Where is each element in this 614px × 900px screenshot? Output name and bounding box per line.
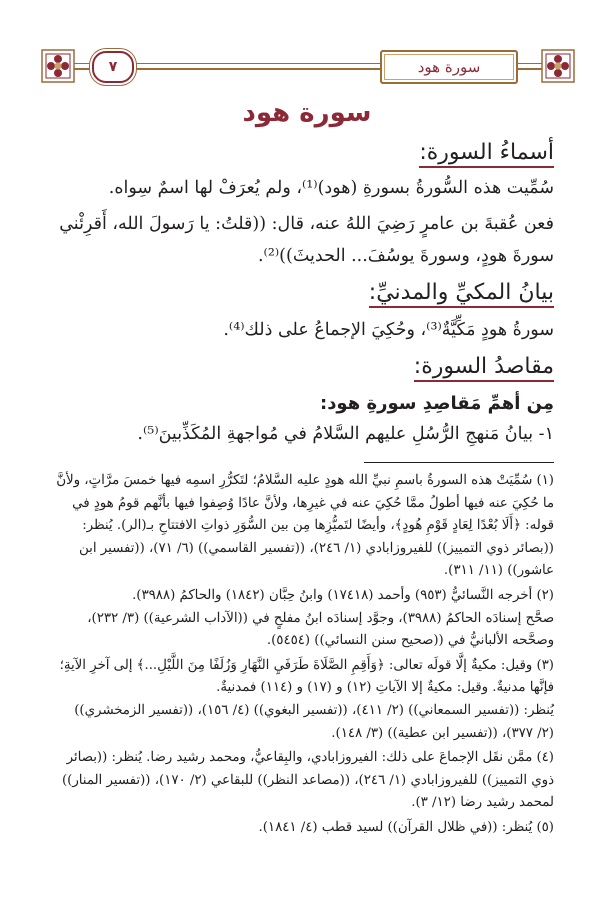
footnote-line: (٣) وقيل: مكيةٌ إلَّا قولَه تعالى: ﴿وَأَقِمِ الصَّلَاةَ طَرَفَيِ النَّهَارِ وَزُلَفًا مِنَ اللَّيْلِ...﴾ إلى آخرِ الآيةِ؛ xyxy=(59,657,554,673)
footnote-line: يُنظر: ((تفسير السمعاني)) (٢/ ٤١١)، ((تفسير البغوي)) (٤/ ١٥٦)، ((تفسير الزمخشري)) xyxy=(74,702,554,718)
section-heading-makki: بيانُ المكيِّ والمدنيِّ: xyxy=(369,280,554,308)
footnote-1 xyxy=(50,470,554,583)
rosette-ornament-icon xyxy=(540,48,576,84)
footnote-3 xyxy=(50,655,554,745)
footnote-divider xyxy=(364,462,554,463)
section-heading-names: أسماءُ السورة: xyxy=(419,140,554,168)
maqasid-subheading: مِن أهمِّ مَقاصِدِ سورةِ هود: xyxy=(320,393,554,414)
footnote-line: عاشور)) (١١/ ٣١١). xyxy=(443,563,554,579)
footnote-5 xyxy=(50,817,554,840)
footnote-line: ما حُكِيَ عنه فيها أطولُ ممَّا حُكِيَ عنه في غيرِها، ولأنَّ عادًا وُصِفوا فيها بأنَّهم قومُ هودٍ في xyxy=(72,495,554,511)
footnote-line: قوله: ﴿أَلَا بُعْدًا لِعَادٍ قَوْمِ هُودٍ﴾، وأيضًا لتَميُّزِها مِن بين السُّوَرِ ذواتِ الافتتاحِ بـ(الر). يُنظر: xyxy=(82,518,554,534)
footnote-line: ((بصائر ذوي التمييز)) للفيروزابادي (١/ ٢٤٦)، ((تفسير القاسمي)) (٦/ ٧١)، ((تفسير ابن xyxy=(79,540,554,556)
footnote-line: (٤) ممَّن نقَل الإجماعَ على ذلك: الفيروزابادي، والبِقاعيُّ، ومحمد رشيد رضا. يُنظر: ((بصائر xyxy=(66,750,554,766)
footnotes xyxy=(50,470,554,842)
footnote-line: (٢) أخرجه النَّسائيُّ (٩٥٣) وأحمد (١٧٤١٨) وابنُ حِبَّان (١٨٤٢) والحاكمُ (٣٩٨٨). xyxy=(132,587,554,603)
hadith-line-2: سورةَ هودٍ، وسورةَ يوسُفَ... الحديثَ))⁽²⁾. xyxy=(257,246,554,266)
running-title: سورة هود xyxy=(380,50,518,84)
hadith-line-1: فعن عُقبةَ بن عامرٍ رَضِيَ اللهُ عنه، قال: ((قلتُ: يا رَسولَ الله، أَقرِئْني xyxy=(59,214,554,234)
maqasid-item-1: ١- بيانُ مَنهجِ الرُّسُلِ عليهم السَّلامُ في مُواجهةِ المُكَذِّبينَ⁽⁵⁾. xyxy=(137,424,554,444)
footnote-line: (٥) يُنظر: ((في ظلال القرآن)) لسيد قطب (٤/ ١٨٤١). xyxy=(258,819,554,835)
footnote-4 xyxy=(50,747,554,815)
section-heading-maqasid: مقاصدُ السورة: xyxy=(414,354,554,382)
footnote-2 xyxy=(50,585,554,653)
page-number: ٧ xyxy=(92,51,134,83)
footnote-line: وصحَّحه الألبانيُّ في ((صحيح سنن النسائي)) (٥٤٥٤). xyxy=(266,633,554,649)
footnote-line: صحَّح إسنادَه الحاكمُ (٣٩٨٨)، وجوَّد إسنادَه ابنُ مفلحٍ في ((الآداب الشرعية)) (٣/ ٢٣٢)، xyxy=(87,610,554,626)
rosette-ornament-icon xyxy=(40,48,76,84)
footnote-line: (٢/ ٣٧٧)، ((تفسير ابن عطية)) (٣/ ١٤٨). xyxy=(331,725,554,741)
page-header xyxy=(40,46,576,86)
footnote-line: ذوي التمييز)) للفيروزابادي (١/ ٢٤٦)، ((مصاعد النظر)) للبقاعي (٢/ ١٧٠)، ((تفسير المنار)) xyxy=(61,772,554,788)
footnote-line: لمحمد رشيد رضا (١٢/ ٣). xyxy=(411,795,554,811)
makki-paragraph: سورةُ هودٍ مَكِّيَّةٌ⁽³⁾، وحُكِيَ الإجماعُ على ذلك⁽⁴⁾. xyxy=(223,320,554,340)
footnote-line: (١) سُمِّيَتْ هذه السورةُ باسمِ نبيِّ الله هودٍ عليه السَّلامُ؛ لتَكرُّرِ اسمِه فيها خمسَ مرَّاتٍ، ولأنَّ xyxy=(56,473,554,488)
surah-title: سورة هود xyxy=(242,98,372,128)
names-paragraph: سُمِّيت هذه السُّورةُ بسورةِ (هود)⁽¹⁾، ولم يُعرَفْ لها اسمٌ سِواه. xyxy=(108,178,554,198)
footnote-line: فإنَّها مدنيةٌ. وقيل: مكيةٌ إلا الآياتِ (١٢) و (١٧) و (١١٤) فمدنيةٌ. xyxy=(216,680,554,696)
